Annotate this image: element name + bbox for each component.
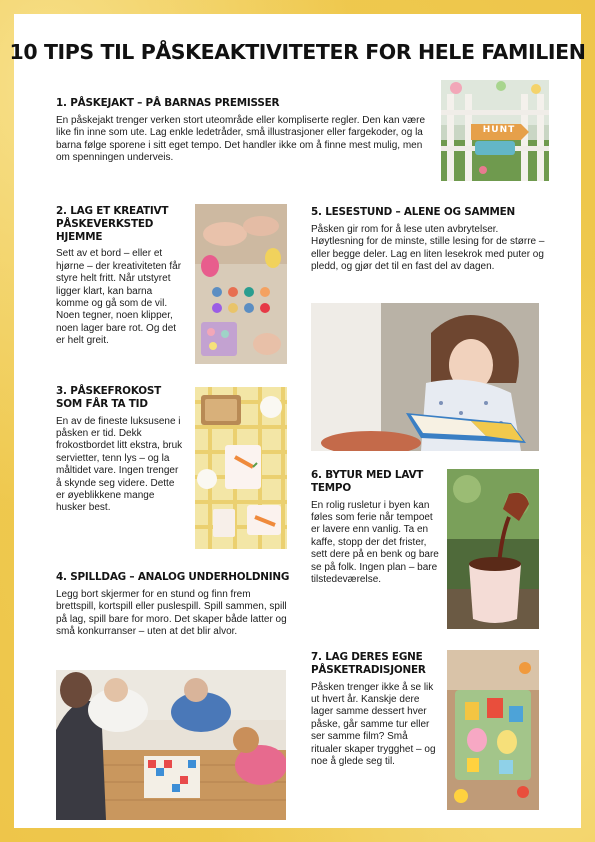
section-reading [311,206,549,273]
section-heading: 4. SPILLDAG – ANALOG UNDERHOLDNING [56,571,290,583]
section-traditions [311,651,437,768]
photo-family-board-game [56,670,286,820]
section-body: Påsken trenger ikke å se lik ut hvert år. Kanskje dere lager samme dessert hver påske, går samme tur eller ser samme film? Små ritualer skaper trygghet – og noe å glede seg til. [311,681,436,768]
section-body: Påsken gir rom for å lese uten avbrytelser. Høytlesning for de minste, stille lesing for de større – eller begge deler. Lag en liten lesekrok med puter og pledd, og gjør det til en fast del av dagen. [311,223,545,273]
section-heading: 7. LAG DERES EGNE PÅSKETRADISJONER [311,651,426,676]
section-heading: 1. PÅSKEJAKT – PÅ BARNAS PREMISSER [56,97,280,109]
hunt-sign-text: HUNT [482,125,516,135]
section-heading: 5. LESESTUND – ALENE OG SAMMEN [311,206,516,218]
photo-painting-eggs [195,204,287,364]
section-easter-breakfast [56,385,186,515]
section-game-day [56,571,290,638]
section-easter-hunt [56,97,432,164]
page-title: 10 TIPS TIL PÅSKEAKTIVITETER FOR HELE FAMILIEN [9,40,586,64]
photo-breakfast-table [195,387,287,549]
section-body: En av de fineste luksusene i påsken er tid. Dekk frokostbordet litt ekstra, bruk servietter, tenn lys – og la måltidet vare. Ingen trenger å skynde seg videre. Dette er øyeblikkene mange husker best. [56,415,183,514]
section-heading: 3. PÅSKEFROKOST SOM FÅR TA TID [56,385,162,410]
section-creative-workshop [56,205,186,348]
photo-easter-hunt-sign [441,80,549,181]
section-body: Legg bort skjermer for en stund og finn frem brettspill, kortspill eller puslespill. Spill sammen, spill på lag, spill bare for moro. Det skaper både latter og små konkurranser – uten at det blir alvor. [56,588,287,638]
section-body: En rolig rusletur i byen kan føles som ferie når tempoet er lavere enn vanlig. Ta en kaffe, stopp der det frister, sett dere på en benk og bare se på folk. Ingen plan – bare tilstedeværelse. [311,499,439,586]
photo-easter-lego-figures [447,650,539,810]
section-heading: 2. LAG ET KREATIVT PÅSKEVERKSTED HJEMME [56,205,169,243]
section-body: En påskejakt trenger verken stort uteområde eller kompliserte regler. Den kan være like fin inne som ute. Lag enkle ledetråder, små illustrasjoner eller fargekoder, og la barna følge sporene i sitt eget tempo. Det handler ikke om å finne mest mulig, men om spenningen underveis. [56,114,426,164]
section-heading: 6. BYTUR MED LAVT TEMPO [311,469,424,494]
section-body: Sett av et bord – eller et hjørne – der kreativiteten får styre helt fritt. Når utstyret ligger klart, kan barna komme og gå som de vil. Noen tegner, noen klipper, noen lager bare rot. Og det er helt greit. [56,248,182,347]
photo-coffee-pour [447,469,539,629]
photo-girl-reading [311,303,539,451]
section-city-walk [311,469,439,586]
